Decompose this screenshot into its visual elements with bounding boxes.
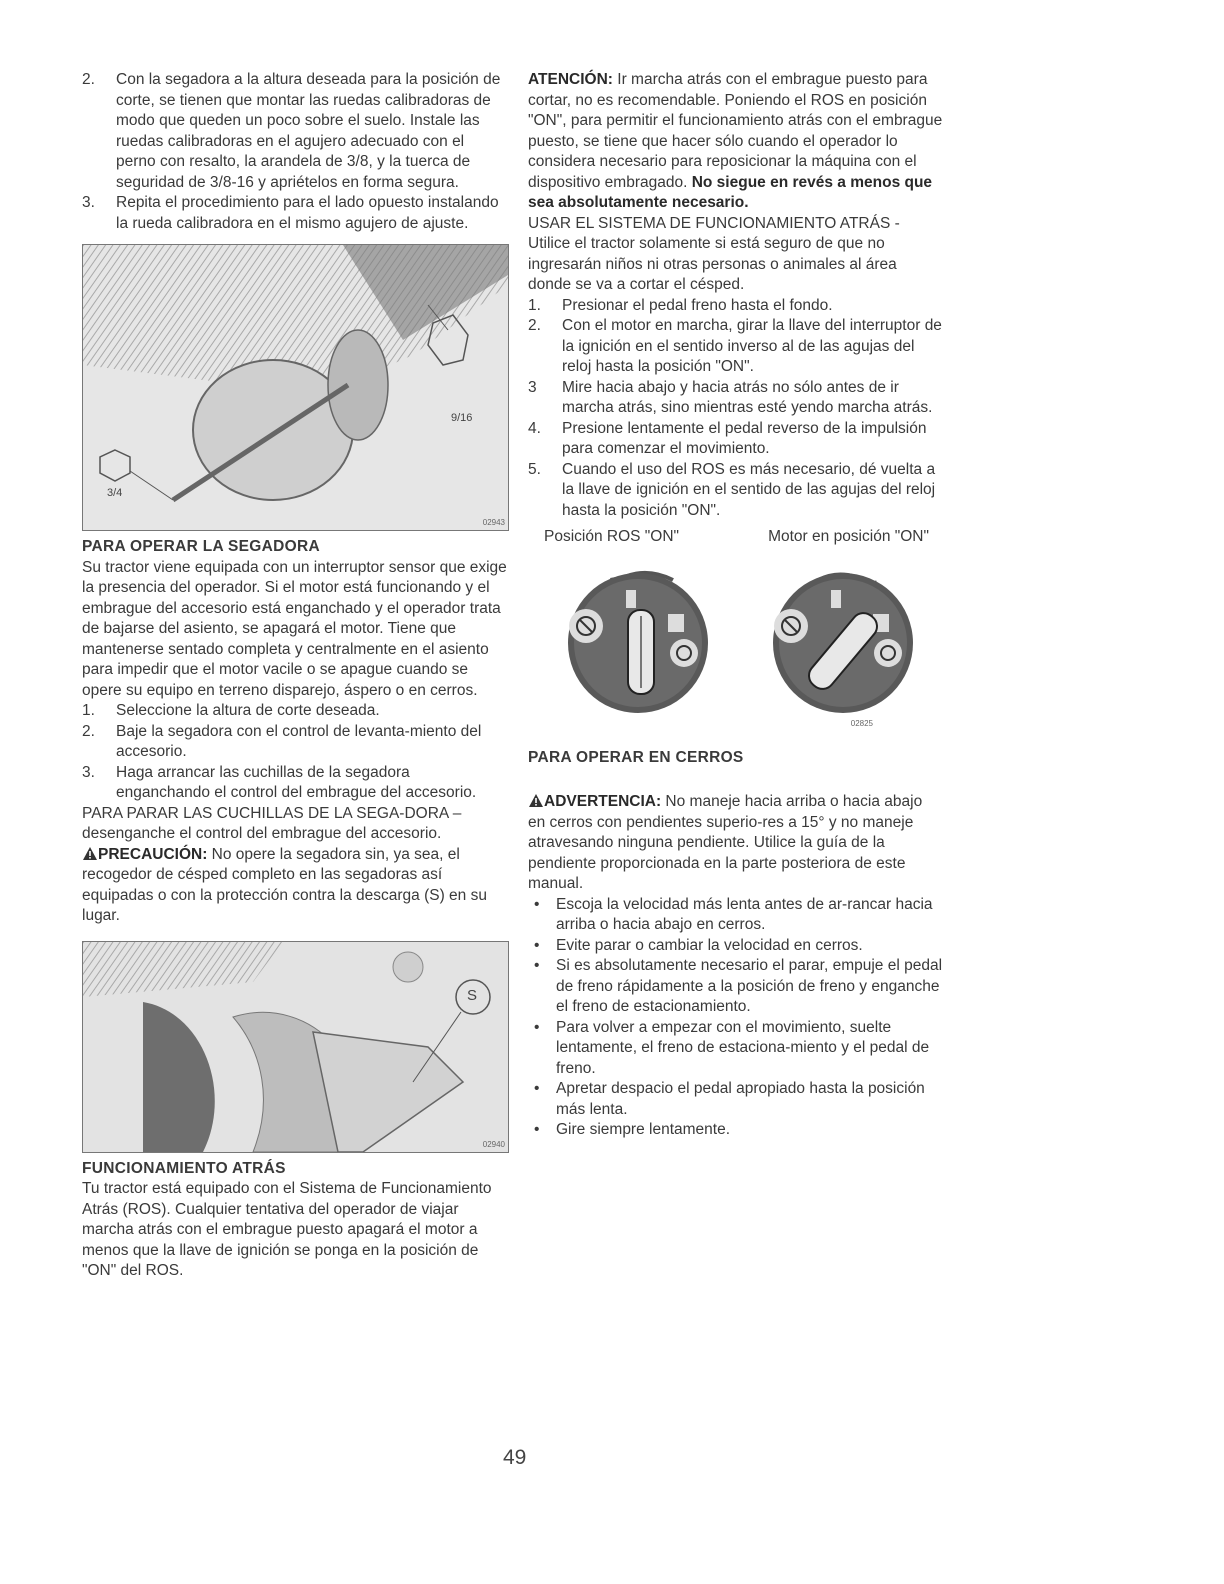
list-item: 3. Haga arrancar las cuchillas de la segadora enganchando el control del embrague del accesorio. [82, 763, 477, 801]
wrench-size-label: 9/16 [451, 412, 473, 424]
section-heading: PARA OPERAR LA SEGADORA [82, 538, 320, 555]
attention-note: ATENCIÓN: Ir marcha atrás con el embrague puesto para cortar, no es recomendable. Poniendo el ROS en posición "ON", para permitir el funcionamiento atrás con el embrague puesto, se tiene que hacer sólo cuando el operador lo considera necesario para reposicionar la máquina con el dispositivo embragado. No siegue en revés a menos que sea absolutamente necesario. [528, 71, 943, 211]
ignition-switch-figure [528, 548, 943, 738]
list-item: 1. Presionar el pedal freno hasta el fondo. [528, 296, 833, 314]
gauge-wheel-figure [82, 244, 509, 531]
bullet-icon: • [534, 1121, 540, 1138]
section-heading: PARA OPERAR EN CERROS [528, 748, 744, 766]
gauge-wheel-illustration [83, 245, 508, 530]
warning-note: ADVERTENCIA: No maneje hacia arriba o hacia abajo en cerros con pendientes superio-res a 15° y no maneje atravesando ninguna pendiente. Utilice la guía de la pendiente proporcionada en la parte posteriora de este manual. [528, 793, 923, 892]
wrench-size-label: 3/4 [107, 487, 123, 499]
figure-code: 02825 [850, 718, 873, 728]
paragraph: Utilice el tractor solamente si está seguro de que no ingresarán niños ni otras personas o animales al área donde se va a cortar el césped. [528, 235, 897, 293]
motor-switch-icon [773, 573, 913, 713]
caution-note: PRECAUCIÓN: No opere la segadora sin, ya sea, el recogedor de césped completo en las segadoras así equipadas o con la protección contra la descarga (S) en su lugar. [82, 845, 487, 924]
subheading: USAR EL SISTEMA DE FUNCIONAMIENTO ATRÁS - [528, 214, 900, 232]
bullet-icon: • [534, 1080, 540, 1097]
list-item: • Gire siempre lentamente. [534, 1120, 943, 1141]
list-item: 5. Cuando el uso del ROS es más necesario, dé vuelta a la llave de ignición en el sentido de las agujas del reloj hasta la posición "ON". [528, 460, 936, 519]
list-item: 2. Baje la segadora con el control de levanta-miento del accesorio. [82, 722, 482, 760]
warning-icon [528, 793, 544, 808]
bullet-icon: • [534, 895, 540, 913]
left-column [82, 70, 507, 1282]
section-heading: FUNCIONAMIENTO ATRÁS [82, 1159, 286, 1177]
ros-on-caption: Posición ROS "ON" [544, 528, 680, 545]
list-item: 2. Con el motor en marcha, girar la llave del interruptor de la ignición en el sentido inverso al de las agujas del reloj hasta la posición "ON". [528, 317, 942, 375]
callout-label: S [467, 986, 478, 1004]
bullet-icon: • [534, 1018, 540, 1036]
right-column [528, 70, 943, 1141]
ros-switch-icon [568, 572, 708, 712]
list-item: 4. Presione lentamente el pedal reverso de la impulsión para comenzar el movimiento. [528, 419, 927, 457]
switch-captions [528, 527, 943, 548]
ignition-switch-illustration [528, 548, 943, 738]
bullet-icon: • [534, 957, 540, 974]
list-item: • Para volver a empezar con el movimiento, suelte lentamente, el freno de estaciona-miento y el pedal de freno. [534, 1018, 943, 1080]
paragraph: Tu tractor está equipado con el Sistema de Funcionamiento Atrás (ROS). Cualquier tentativa del operador de viajar marcha atrás con el embrague puesto apagará el motor a menos que la llave de ignición se ponga en la posición de "ON" del ROS. [82, 1180, 492, 1279]
list-item: 3 Mire hacia abajo y hacia atrás no sólo antes de ir marcha atrás, sino mientras esté yendo marcha atrás. [528, 378, 933, 416]
paragraph: Su tractor viene equipada con un interruptor sensor que exige la presencia del operador. Si el motor está funcionando y el embrague del accesorio está enganchado y el operador trata de bajarse del asiento, se apagará el motor. Tiene que mantenerse sentado completa y centralmente en el asiento para impedir que el motor vacile o se apague cuando se opere su equipo en terreno disparejo, áspero o en cerros. [82, 558, 507, 699]
list-item: • Si es absolutamente necesario el parar, empuje el pedal de freno rápidamente a la posición de freno y enganche el freno de estacionamiento. [534, 956, 943, 1018]
bullet-icon: • [534, 936, 540, 954]
list-item: • Evite parar o cambiar la velocidad en cerros. [534, 936, 943, 957]
warning-icon [82, 846, 98, 861]
discharge-guard-illustration [83, 942, 508, 1152]
motor-on-caption: Motor en posición "ON" [768, 528, 929, 545]
figure-code: 02940 [482, 1139, 505, 1149]
list-item: 2. Con la segadora a la altura deseada para la posición de corte, se tienen que montar las ruedas calibradoras de modo que queden un poco sobre el suelo. Instale las ruedas calibradoras en el agujero adecuado con el perno con resalto, la arandela de 3/8, y la tuerca de seguridad de 3/8-16 y apriételos en forma segura. [82, 71, 501, 191]
paragraph: PARA PARAR LAS CUCHILLAS DE LA SEGA-DORA – desenganche el control del embrague del accesorio. [82, 804, 462, 842]
list-item: • Escoja la velocidad más lenta antes de ar-rancar hacia arriba o hacia abajo en cerros. [534, 895, 943, 936]
page-number: 49 [503, 1446, 527, 1469]
list-item: 3. Repita el procedimiento para el lado opuesto instalando la rueda calibradora en el mismo agujero de ajuste. [82, 194, 499, 232]
figure-code: 02943 [482, 518, 505, 527]
list-item: 1. Seleccione la altura de corte deseada. [82, 702, 380, 719]
list-item: • Apretar despacio el pedal apropiado hasta la posición más lenta. [534, 1079, 943, 1120]
discharge-guard-figure [82, 941, 509, 1153]
